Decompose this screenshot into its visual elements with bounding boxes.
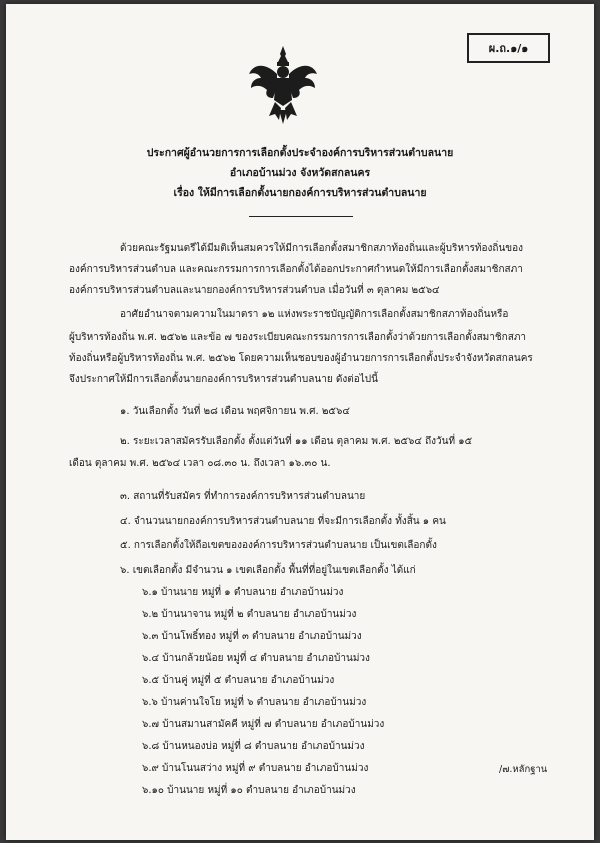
- form-code-box: ผ.ถ.๑/๑: [467, 33, 550, 63]
- village-item: ๖.๖ บ้านค่านใจโย หมู่ที่ ๖ ตำบลนาย อำเภอบ้านม่วง: [142, 697, 367, 708]
- item-election-date: ๑. วันเลือกตั้ง วันที่ ๒๘ เดือน พฤศจิกายน พ.ศ. ๒๕๖๔: [120, 406, 350, 417]
- garuda-emblem-icon: [247, 44, 319, 126]
- title-divider: [249, 216, 353, 217]
- village-item: ๖.๗ บ้านสมานสามัคคี หมู่ที่ ๗ ตำบลนาย อำเภอบ้านม่วง: [142, 719, 385, 730]
- item-candidate-count: ๔. จำนวนนายกองค์การบริหารส่วนตำบลนาย ที่จะมีการเลือกตั้ง ทั้งสิ้น ๑ คน: [120, 516, 446, 527]
- item-application-period-cont: เดือน ตุลาคม พ.ศ. ๒๕๖๔ เวลา ๐๘.๓๐ น. ถึงเวลา ๑๖.๓๐ น.: [69, 458, 331, 469]
- item-application-period: ๒. ระยะเวลาสมัครรับเลือกตั้ง ตั้งแต่วันที่ ๑๑ เดือน ตุลาคม พ.ศ. ๒๕๖๔ ถึงวันที่ ๑๕: [120, 436, 473, 447]
- village-item: ๖.๒ บ้านนาจาน หมู่ที่ ๒ ตำบลนาย อำเภอบ้านม่วง: [142, 609, 357, 620]
- village-item: ๖.๑๐ บ้านนาย หมู่ที่ ๑๐ ตำบลนาย อำเภอบ้านม่วง: [142, 785, 356, 796]
- item-constituency-area: ๖. เขตเลือกตั้ง มีจำนวน ๑ เขตเลือกตั้ง พื้นที่ที่อยู่ในเขตเลือกตั้ง ได้แก่: [120, 565, 416, 576]
- village-item: ๖.๓ บ้านโพธิ์ทอง หมู่ที่ ๓ ตำบลนาย อำเภอบ้านม่วง: [142, 631, 362, 642]
- intro-line: ท้องถิ่นหรือผู้บริหารท้องถิ่น พ.ศ. ๒๕๖๒ โดยความเห็นชอบของผู้อำนวยการการเลือกตั้งประจำจังหวัดสกลนคร: [69, 353, 533, 364]
- village-item: ๖.๙ บ้านโนนสว่าง หมู่ที่ ๙ ตำบลนาย อำเภอบ้านม่วง: [142, 763, 369, 774]
- continuation-note: /๗.หลักฐาน: [499, 764, 548, 775]
- intro-line: จึงประกาศให้มีการเลือกตั้งนายกองค์การบริหารส่วนตำบลนาย ดังต่อไปนี้: [69, 374, 378, 385]
- intro-line: องค์การบริหารส่วนตำบลและนายกองค์การบริหารส่วนตำบล เมื่อวันที่ ๓ ตุลาคม ๒๕๖๔: [69, 285, 440, 296]
- intro-line: องค์การบริหารส่วนตำบล และคณะกรรมการการเลือกตั้งได้ออกประกาศกำหนดให้มีการเลือกตั้งสมาชิกสภา: [69, 264, 523, 275]
- header-subject: เรื่อง ให้มีการเลือกตั้งนายกองค์การบริหารส่วนตำบลนาย: [173, 187, 427, 199]
- item-constituency: ๕. การเลือกตั้งให้ถือเขตขององค์การบริหารส่วนตำบลนาย เป็นเขตเลือกตั้ง: [120, 540, 437, 551]
- village-item: ๖.๘ บ้านหนองบ่อ หมู่ที่ ๘ ตำบลนาย อำเภอบ้านม่วง: [142, 741, 365, 752]
- document-page: [6, 4, 594, 840]
- header-line-2: อำเภอบ้านม่วง จังหวัดสกลนคร: [229, 167, 371, 179]
- village-item: ๖.๕ บ้านคู่ หมู่ที่ ๕ ตำบลนาย อำเภอบ้านม่วง: [142, 675, 335, 686]
- intro-line: อาศัยอำนาจตามความในมาตรา ๑๒ แห่งพระราชบัญญัติการเลือกตั้งสมาชิกสภาท้องถิ่นหรือ: [120, 309, 509, 320]
- intro-line: ผู้บริหารท้องถิ่น พ.ศ. ๒๕๖๒ และข้อ ๗ ของระเบียบคณะกรรมการการเลือกตั้งว่าด้วยการเลือกตั้งสมาชิกสภา: [69, 332, 527, 343]
- item-application-place: ๓. สถานที่รับสมัคร ที่ทำการองค์การบริหารส่วนตำบลนาย: [120, 491, 366, 502]
- village-item: ๖.๔ บ้านกล้วยน้อย หมู่ที่ ๔ ตำบลนาย อำเภอบ้านม่วง: [142, 653, 370, 664]
- village-item: ๖.๑ บ้านนาย หมู่ที่ ๑ ตำบลนาย อำเภอบ้านม่วง: [142, 587, 344, 598]
- intro-line: ด้วยคณะรัฐมนตรีได้มีมติเห็นสมควรให้มีการเลือกตั้งสมาชิกสภาท้องถิ่นและผู้บริหารท้องถิ่นของ: [120, 243, 524, 254]
- header-line-1: ประกาศผู้อำนวยการการเลือกตั้งประจำองค์การบริหารส่วนตำบลนาย: [146, 147, 454, 159]
